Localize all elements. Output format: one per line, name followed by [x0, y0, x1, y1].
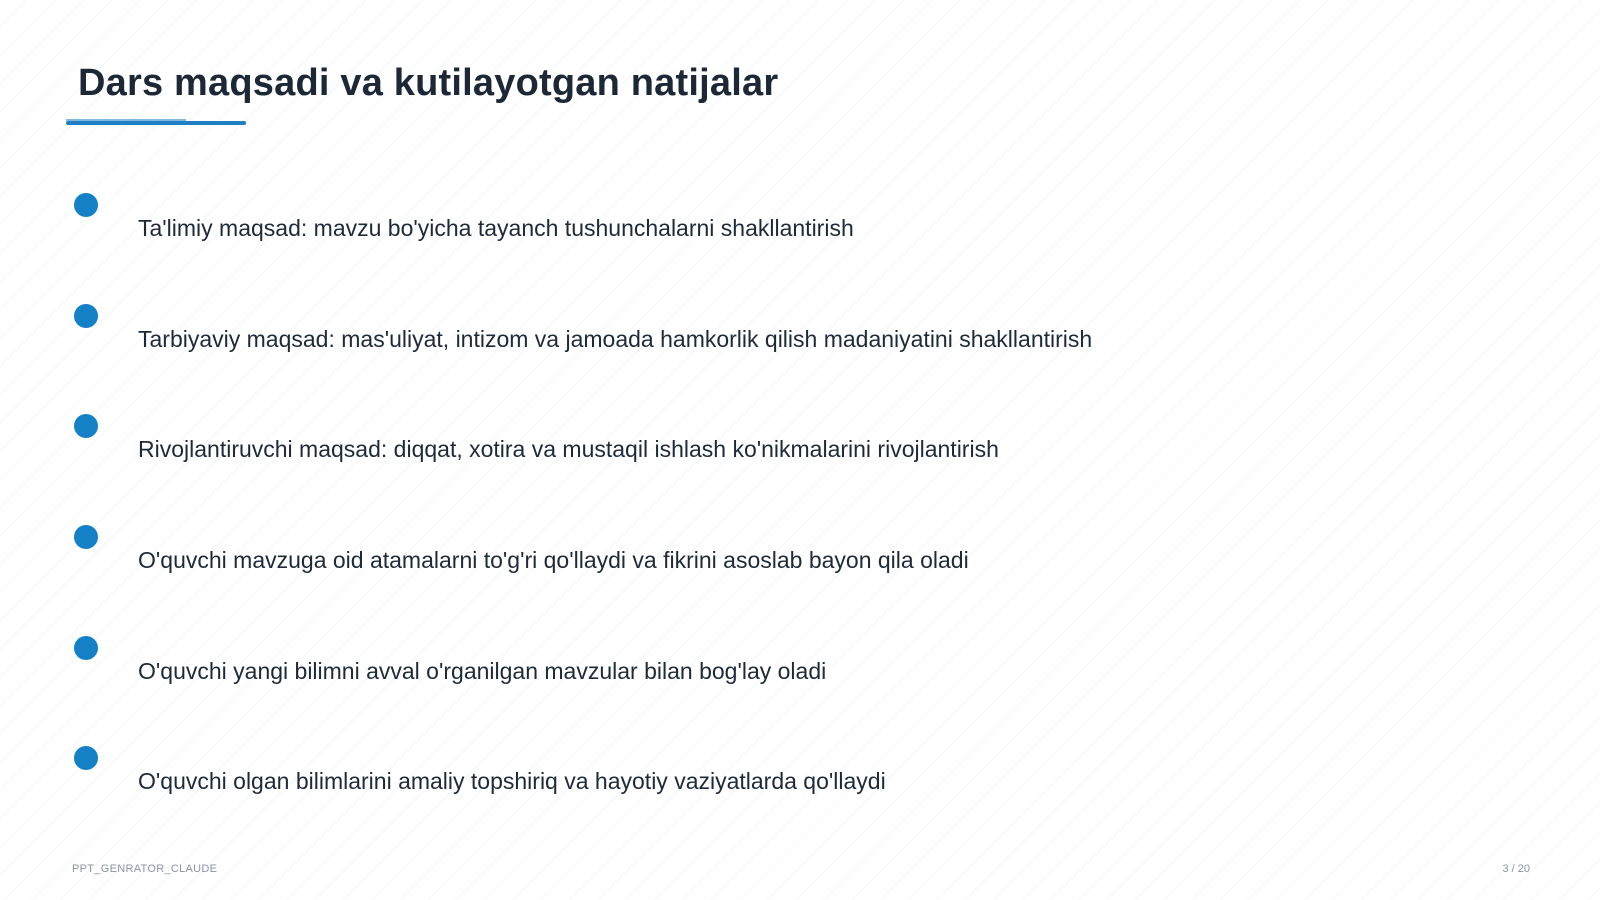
bullet-text: Rivojlantiruvchi maqsad: diqqat, xotira va mustaqil ishlash ko'nikmalarini rivojlantirish	[138, 436, 999, 462]
page-number: 3 / 20	[1502, 863, 1530, 875]
bullet-dot-icon	[74, 304, 98, 328]
bullet-item	[0, 304, 1600, 364]
slide-title: Dars maqsadi va kutilayotgan natijalar	[78, 62, 779, 104]
footer-source: PPT_GENRATOR_CLAUDE	[72, 863, 218, 875]
bullet-item	[0, 746, 1600, 806]
bullet-text: O'quvchi yangi bilimni avval o'rganilgan mavzular bilan bog'lay oladi	[138, 658, 827, 684]
bullet-dot-icon	[74, 525, 98, 549]
bullet-dot-icon	[74, 414, 98, 438]
bullet-dot-icon	[74, 636, 98, 660]
bullet-item	[0, 636, 1600, 696]
bullet-dot-icon	[74, 746, 98, 770]
bullet-item	[0, 525, 1600, 585]
bullet-item	[0, 193, 1600, 253]
bullet-dot-icon	[74, 193, 98, 217]
bullet-text: O'quvchi olgan bilimlarini amaliy topshiriq va hayotiy vaziyatlarda qo'llaydi	[138, 768, 886, 794]
bullet-text: Tarbiyaviy maqsad: mas'uliyat, intizom va jamoada hamkorlik qilish madaniyatini shakllantirish	[138, 326, 1093, 352]
bullet-text: O'quvchi mavzuga oid atamalarni to'g'ri qo'llaydi va fikrini asoslab bayon qila oladi	[138, 547, 969, 573]
bullet-text: Ta'limiy maqsad: mavzu bo'yicha tayanch tushunchalarni shakllantirish	[138, 215, 854, 241]
bullet-item	[0, 414, 1600, 474]
